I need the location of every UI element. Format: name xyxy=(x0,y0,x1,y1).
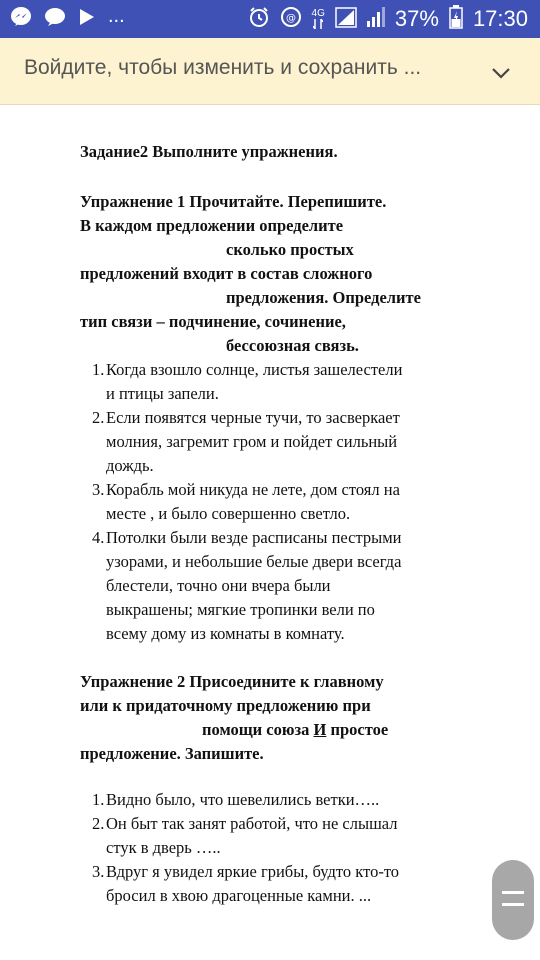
item-line: дождь. xyxy=(106,456,154,475)
item-line: блестели, точно они вчера были xyxy=(106,576,331,595)
exercise-1-list xyxy=(80,358,460,646)
battery-icon xyxy=(449,5,463,34)
messenger-icon xyxy=(10,6,32,33)
list-item xyxy=(80,478,460,526)
item-number: 1. xyxy=(92,360,105,379)
item-line: молния, загремит гром и пойдет сильный xyxy=(106,432,398,451)
exercise-2-list xyxy=(80,788,460,908)
list-item xyxy=(80,812,460,860)
alarm-icon xyxy=(248,6,270,33)
status-bar xyxy=(0,0,540,38)
heading-fragment: простое xyxy=(326,720,389,739)
item-line: месте , и было совершенно светло. xyxy=(106,504,351,523)
heading-line: Упражнение 1 Прочитайте. Перепишите. xyxy=(80,192,387,211)
conjunction-i: И xyxy=(313,720,327,739)
heading-line: тип связи – подчинение, сочинение, xyxy=(80,312,346,331)
list-item xyxy=(80,526,460,646)
battery-percent: 37% xyxy=(394,6,439,31)
heading-line: бессоюзная связь. xyxy=(226,336,359,355)
sign-in-banner-text[interactable]: Войдите, чтобы изменить и сохранить ... xyxy=(24,56,422,79)
grip-line xyxy=(502,903,524,906)
chevron-down-icon[interactable] xyxy=(490,62,512,84)
item-line: Когда взошло солнце, листья зашелестели xyxy=(106,360,403,379)
svg-text:@: @ xyxy=(285,12,296,24)
heading-line: Упражнение 2 Присоедините к главному xyxy=(80,672,384,691)
network-type-label: 4G xyxy=(311,8,325,19)
list-item xyxy=(80,788,460,812)
item-line: стук в дверь ….. xyxy=(106,838,221,857)
heading-line: предложений входит в состав сложного xyxy=(80,264,373,283)
signal-strength-icon xyxy=(367,6,385,33)
heading-line xyxy=(80,718,470,742)
item-line: Если появятся черные тучи, то засверкает xyxy=(106,408,400,427)
more-notifications: ... xyxy=(108,5,125,27)
heading-fragment: помощи союза xyxy=(202,720,314,739)
item-line: Видно было, что шевелились ветки….. xyxy=(106,790,380,809)
item-line: Корабль мой никуда не лете, дом стоял на xyxy=(106,480,400,499)
lte-icon xyxy=(312,9,325,29)
item-line: Вдруг я увидел яркие грибы, будто кто-то xyxy=(106,862,400,881)
item-number: 3. xyxy=(92,862,105,881)
signal-icon xyxy=(335,6,357,33)
heading-line: или к придаточному предложению при xyxy=(80,696,371,715)
item-line: Потолки были везде расписаны пестрыми xyxy=(106,528,402,547)
grip-line xyxy=(502,891,524,894)
exercise-2-heading xyxy=(80,670,470,766)
heading-line: предложение. Запишите. xyxy=(80,744,264,763)
exercise-1-heading xyxy=(80,190,470,358)
item-number: 2. xyxy=(92,408,105,427)
item-line: узорами, и небольшие белые двери всегда xyxy=(106,552,402,571)
chat-icon xyxy=(44,6,66,33)
item-line: выкрашены; мягкие тропинки вели по xyxy=(106,600,375,619)
item-line: бросил в хвою драгоценные камни. ... xyxy=(106,886,372,905)
list-item xyxy=(80,358,460,406)
heading-line: сколько простых xyxy=(226,240,354,259)
data-saver-icon xyxy=(280,6,302,33)
list-item xyxy=(80,860,460,908)
item-number: 4. xyxy=(92,528,105,547)
item-line: и птицы запели. xyxy=(106,384,219,403)
item-line: Он быт так занят работой, что не слышал xyxy=(106,814,398,833)
sign-in-banner[interactable] xyxy=(0,38,540,105)
heading-line: предложения. Определите xyxy=(226,288,421,307)
item-number: 1. xyxy=(92,790,105,809)
heading-line: В каждом предложении определите xyxy=(80,216,344,235)
item-number: 3. xyxy=(92,480,105,499)
play-icon xyxy=(78,7,96,32)
clock: 17:30 xyxy=(472,6,528,31)
fast-scroll-handle[interactable] xyxy=(492,860,534,940)
item-line: всему дому из комнаты в комнату. xyxy=(106,624,345,643)
item-number: 2. xyxy=(92,814,105,833)
list-item xyxy=(80,406,460,478)
task-title: Задание2 Выполните упражнения. xyxy=(80,142,338,161)
